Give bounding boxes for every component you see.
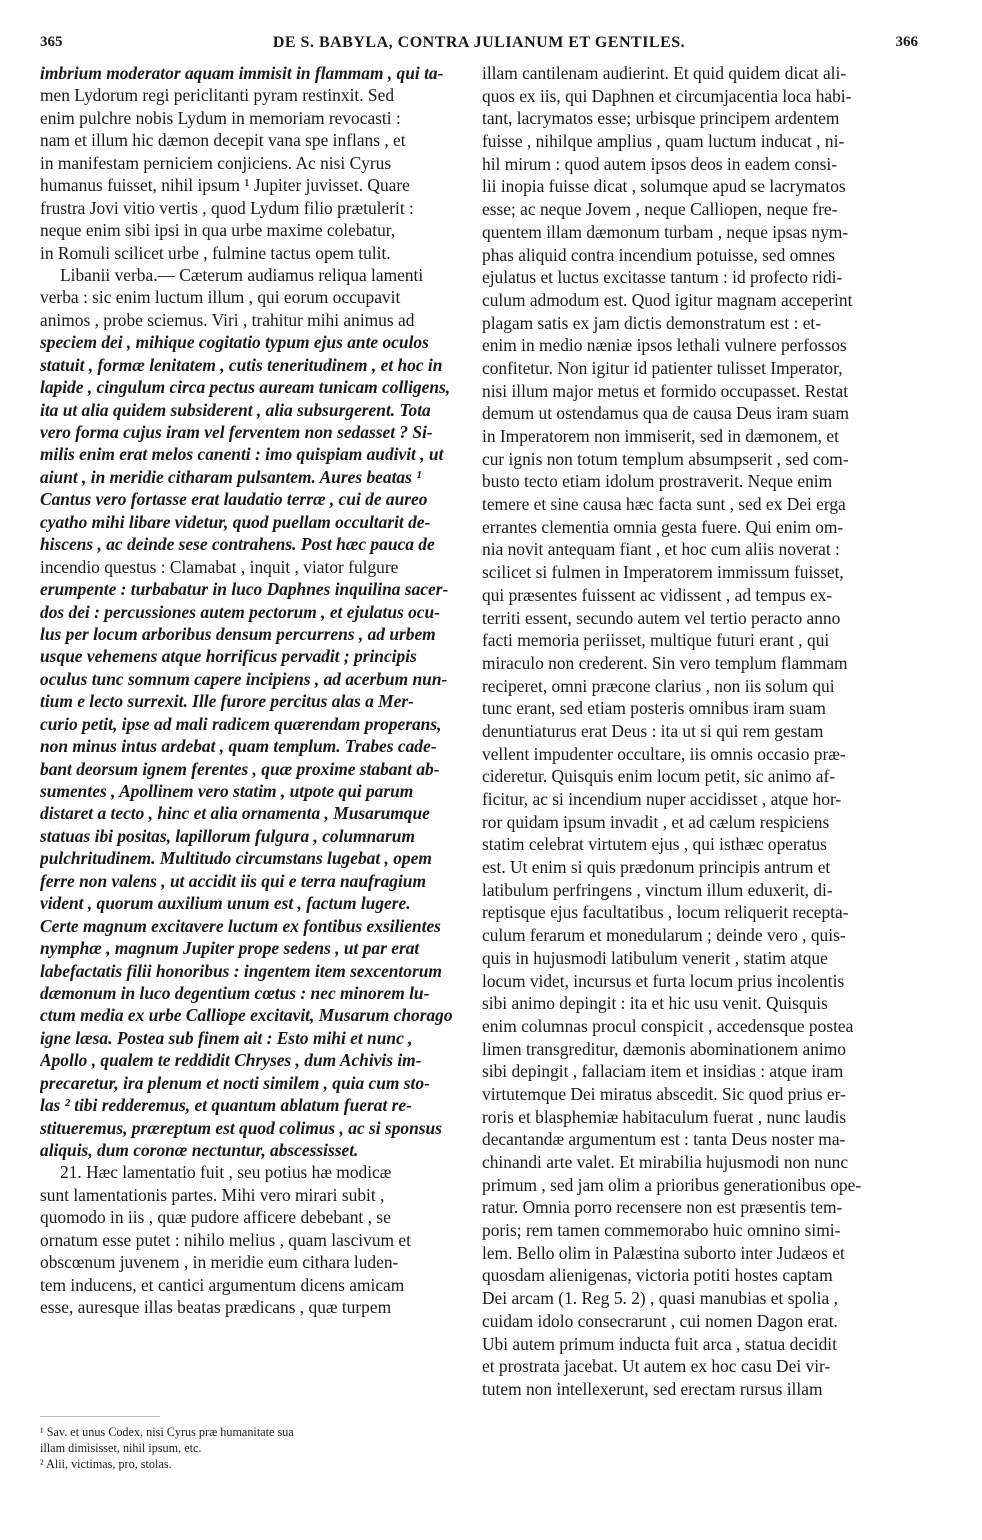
text-line: miraculo non crederent. Sin vero templum flammam (482, 652, 848, 673)
page-header (40, 34, 918, 58)
text-line: dæmonum in luco degentium cœtus : nec minorem lu- (40, 982, 430, 1003)
footnote-separator (40, 1416, 160, 1417)
text-line: decantandæ argumentum est : tanta Deus noster ma- (482, 1129, 846, 1150)
text-line: in Romuli scilicet urbe , fulmine tactus opem tulit. (40, 242, 391, 263)
text-line: ita ut alia quidem subsiderent , alia subsurgerent. Tota (40, 399, 431, 420)
running-title: DE S. BABYLA, CONTRA JULIANUM ET GENTILES. (272, 34, 686, 51)
text-line: obscœnum juvenem , in meridie eum cithara luden- (40, 1252, 399, 1273)
text-line: lapide , cingulum circa pectus auream tunicam colligens, (40, 377, 451, 398)
text-line: nisi illum major metus et formido occupasset. Restat (482, 380, 849, 401)
text-line: territi essent, secundo autem vel tertio peracto anno (482, 607, 841, 628)
text-line: hiscens , ac deinde sese contrahens. Post hæc pauca de (40, 534, 435, 555)
footnote-line: ¹ Sav. et unus Codex, nisi Cyrus præ humanitate sua (40, 1425, 294, 1439)
text-line: pulchritudinem. Multitudo circumstans lugebat , opem (40, 848, 432, 869)
text-line: Dei arcam (1. Reg 5. 2) , quasi manubias et spolia , (482, 1288, 838, 1309)
text-line: enim in medio næniæ ipsos lethali vulnere perfossos (482, 335, 847, 356)
text-line: oculus tunc somnum capere incipiens , ad acerbum nun- (40, 668, 448, 689)
text-line: distaret a tecto , hinc et alia ornamenta , Musarumque (40, 803, 430, 824)
text-line: sunt lamentationis partes. Mihi vero mirari subit , (40, 1184, 385, 1205)
text-line: est. Ut enim si quis prædonum principis antrum et (482, 857, 831, 878)
text-line: vident , quorum auxilium unum est , factum lugere. (40, 893, 411, 914)
text-line: quomodo in iis , quæ pudore afficere debebant , se (40, 1207, 391, 1228)
text-line: Ubi autem primum inducta fuit arca , statua decidit (482, 1333, 837, 1354)
left-column (40, 62, 462, 1319)
text-line: men Lydorum regi periclitanti pyram restinxit. Sed (40, 85, 395, 106)
text-line: Certe magnum excitavere luctum ex fontibus exsilientes (40, 915, 441, 936)
text-line: denuntiaturus erat Deus : ita ut si qui rem gestam (482, 720, 824, 741)
text-line: Cantus vero fortasse erat laudatio terræ , cui de aureo (40, 489, 428, 510)
text-line: busto tecto etiam idolum prostraverit. Neque enim (482, 471, 833, 492)
text-line: nam et illum hic dæmon decepit vana spe inflans , et (40, 130, 406, 151)
text-line: igne læsa. Postea sub finem ait : Esto mihi et nunc , (40, 1027, 413, 1048)
text-line: ornatum esse putet : nihilo melius , quam lascivum et (40, 1229, 411, 1250)
text-line: ctum media ex urbe Calliope excitavit, Musarum chorago (40, 1005, 453, 1026)
text-line: nymphæ , magnum Jupiter prope sedens , ut par erat (40, 938, 420, 959)
text-line: non minus intus ardebat , quam templum. Trabes cade- (40, 736, 437, 757)
text-line: reptisque ejus facultatibus , locum reliquerit recepta- (482, 902, 849, 923)
text-line: vero forma cujus iram vel ferventem non sedasset ? Si- (40, 422, 433, 442)
text-line: las ² tibi redderemus, et quantum ablatum fuerat re- (40, 1095, 412, 1116)
text-line: incendio questus : Clamabat , inquit , viator fulgure (40, 556, 399, 577)
page-number-left: 365 (40, 34, 63, 50)
text-line: chinandi arte valet. Et mirabilia hujusmodi non nunc (482, 1152, 849, 1172)
text-line: quis in hujusmodi latibulum venerit , statim atque (482, 947, 828, 968)
text-line: tutem non intellexerunt, sed erectam rursus illam (482, 1378, 823, 1399)
footnote-line: illam dimisisset, nihil ipsum, etc. (40, 1441, 202, 1455)
text-line: reciperet, omni præcone clarius , non iis solum qui (482, 675, 835, 696)
text-line: labefactatis filii honoribus : ingentem item sexcentorum (40, 960, 442, 981)
right-column (482, 62, 904, 1401)
text-line: statuas ibi positas, lapillorum fulgura , columnarum (40, 825, 415, 846)
text-line: ror quidam ipsum invadit , et ad cælum respiciens (482, 811, 830, 832)
text-line: plagam satis ex jam dictis demonstratum est : et- (482, 312, 822, 333)
text-line: esse, auresque illas beatas prædicans , quæ turpem (40, 1297, 392, 1318)
text-line: quosdam alienigenas, victoria potiti hostes captam (482, 1265, 833, 1286)
text-line: temere et sine causa hæc facta sunt , sed ex Dei erga (482, 494, 846, 515)
text-line: virtutemque Dei miratus abscedit. Sic quod prius er- (482, 1083, 846, 1104)
text-line: limen transgreditur, dæmonis abominationem animo (482, 1038, 846, 1059)
text-line: tem inducens, et cantici argumentum dicens amicam (40, 1274, 405, 1295)
text-line: frustra Jovi vitio vertis , quod Lydum filio prætulerit : (40, 197, 414, 218)
text-line: quentem illam dæmonum turbam , neque ipsas nym- (482, 221, 849, 242)
text-line: qui præsentes fuissent ac vidissent , ad tempus ex- (482, 584, 833, 605)
text-line: et prostrata jacebat. Ut autem ex hoc casu Dei vir- (482, 1356, 831, 1377)
text-line: in manifestam perniciem conjiciens. Ac nisi Cyrus (40, 152, 392, 173)
text-line: dos dei : percussiones autem pectorum , et ejulatus ocu- (40, 601, 440, 622)
text-line: ficitur, ac si incendium nuper accidisset , atque hor- (482, 789, 842, 809)
text-line: roris et blasphemiæ habitaculum fuerat , nunc laudis (482, 1106, 847, 1127)
text-line: enim columnas procul conspicit , accedensque postea (482, 1015, 854, 1036)
text-line: cur ignis non totum templum absumpserit , sed com- (482, 448, 849, 469)
text-line: hil mirum : quod autem ipsos deos in eadem consi- (482, 153, 838, 174)
text-line: lem. Bello olim in Palæstina suborto inter Judæos et (482, 1242, 845, 1263)
footnotes (40, 1424, 462, 1472)
text-line: confitetur. Non igitur id patienter tulisset Imperator, (482, 357, 843, 378)
text-line: verba : sic enim luctum illum , qui eorum occupavit (40, 287, 401, 308)
text-line: tant, lacrymatos esse; urbisque principem ardentem (482, 108, 840, 129)
text-line: imbrium moderator aquam immisit in flammam , qui ta- (40, 63, 444, 83)
text-line: cyatho mihi libare videtur, quod puellam occultarit de- (40, 511, 431, 532)
text-line: fuisse , nihilque amplius , quam luctum inducat , ni- (482, 131, 845, 152)
text-line: sibi animo depingit : ita et hic usu venit. Quisquis (482, 993, 828, 1014)
text-line: cideretur. Quisquis enim locum petit, sic animo af- (482, 766, 836, 787)
text-line: bant deorsum ignem ferentes , quæ proxime stabant ab- (40, 758, 440, 779)
text-line: facti memoria periisset, multique futuri erant , qui (482, 630, 830, 651)
text-line: nia novit antequam fiant , et hoc cum aliis noverat : (482, 539, 840, 560)
text-line: ratur. Omnia porro recensere non est præsentis tem- (482, 1197, 843, 1218)
text-line: 21. Hæc lamentatio fuit , seu potius hæ modicæ (60, 1162, 392, 1183)
text-line: animos , probe sciemus. Viri , trahitur mihi animus ad (40, 309, 415, 330)
text-line: esse; ac neque Jovem , neque Calliopen, neque fre- (482, 199, 838, 220)
text-line: milis enim erat melos canenti : imo quispiam audivit , ut (40, 444, 444, 465)
text-line: phas aliquid contra incendium potuisse, sed omnes (482, 244, 836, 265)
text-line: ejulatus et luctus excitasse tantum : id profecto ridi- (482, 267, 843, 288)
text-line: illam cantilenam audierint. Et quid quidem dicat ali- (482, 63, 847, 83)
text-line: errantes clementia omnia gesta fuere. Qui enim om- (482, 516, 844, 537)
text-line: tium e lecto surrexit. Ille furore percitus alas a Mer- (40, 691, 414, 712)
text-line: Libanii verba.— Cæterum audiamus reliqua lamenti (60, 264, 424, 285)
text-line: neque enim sibi ipsi in qua urbe maxime colebatur, (40, 220, 396, 241)
text-line: cuidam idolo consecrarunt , cui nomen Dagon erat. (482, 1310, 838, 1331)
text-line: usque vehemens atque horrificus pervadit ; principis (40, 646, 417, 667)
text-line: ferre non valens , ut accidit iis qui e terra naufragium (40, 870, 427, 891)
text-line: sumentes , Apollinem vero statim , utpote qui parum (40, 781, 414, 801)
text-line: culum admodum est. Quod igitur magnam acceperint (482, 289, 853, 310)
text-line: curio petit, ipse ad mali radicem quærendam properans, (40, 713, 442, 734)
text-line: lus per locum arboribus densum percurrens , ad urbem (40, 623, 436, 644)
text-line: poris; rem tamen commemorabo huic omnino simi- (482, 1220, 841, 1241)
text-line: in Imperatorem non immiserit, sed in dæmonem, et (482, 426, 839, 446)
text-line: statuit , formæ lenitatem , cutis teneritudinem , et hoc in (40, 354, 443, 375)
text-line: erumpente : turbabatur in luco Daphnes inquilina sacer- (40, 579, 449, 600)
text-line: locum videt, incursus et furta locum prius incolentis (482, 970, 845, 991)
text-line: stitueremus, præreptum est quod colimus , ac si sponsus (40, 1117, 442, 1138)
text-line: statim celebrat virtutem ejus , qui isthæc operatus (482, 834, 827, 855)
footnote-line: ² Alii, victimas, pro, stolas. (40, 1457, 172, 1471)
page-number-right: 366 (895, 34, 918, 50)
text-line: vellent impudenter occultare, iis omnis occasio præ- (482, 743, 846, 764)
text-line: culum ferarum et monedularum ; deinde vero , quis- (482, 925, 846, 946)
text-line: quos ex iis, qui Daphnen et circumjacentia loca habi- (482, 85, 852, 106)
text-line: scilicet si fulmen in Imperatorem immissum fuisset, (482, 562, 844, 583)
text-line: Apollo , qualem te reddidit Chryses , dum Achivis im- (40, 1050, 422, 1071)
text-line: lii inopia fuisse dicat , solumque apud se lacrymatos (482, 176, 846, 197)
text-line: precaretur, ira plenum et nocti similem , quia cum sto- (40, 1072, 430, 1093)
text-line: speciem dei , mihique cogitatio typum ejus ante oculos (40, 332, 429, 353)
text-line: tunc erant, sed etiam posteris omnibus iram suam (482, 698, 826, 719)
text-line: demum ut ostendamus qua de causa Deus iram suam (482, 403, 850, 424)
text-line: primum , sed jam olim a prioribus generationibus ope- (482, 1174, 862, 1195)
text-line: latibulum perfringens , vinctum illum eduxerit, di- (482, 879, 833, 900)
text-line: aiunt , in meridie citharam pulsantem. Aures beatas ¹ (40, 466, 422, 487)
text-line: aliquis, dum coronæ nectuntur, abscessisset. (40, 1140, 359, 1160)
text-line: humanus fuisset, nihil ipsum ¹ Jupiter juvisset. Quare (40, 175, 410, 196)
text-line: enim pulchre nobis Lydum in memoriam revocasti : (40, 107, 401, 128)
text-line: sibi depingit , fallaciam item et insidias : atque iram (482, 1061, 844, 1082)
